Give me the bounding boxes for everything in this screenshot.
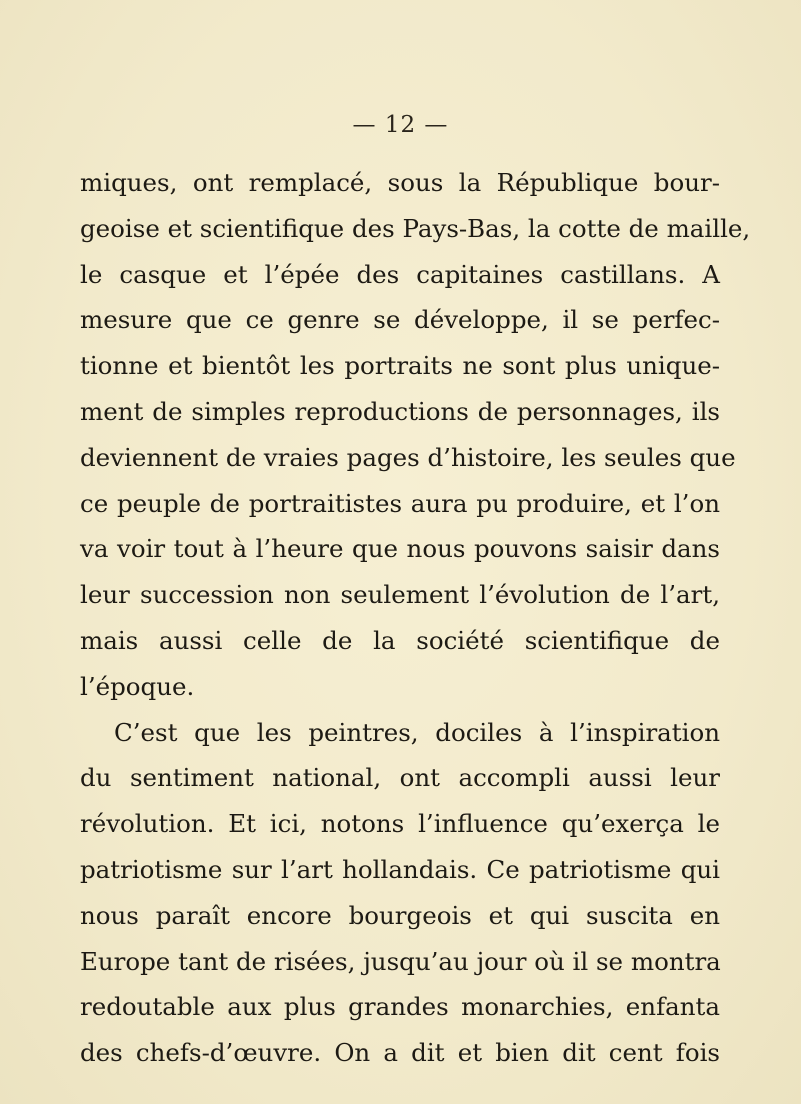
text-line: Europe tant de risées, jusqu’au jour où il se montra bbox=[80, 946, 721, 976]
text-line: ce peuple de portraitistes aura pu produire, et l’on bbox=[80, 488, 720, 518]
text-line: des chefs-d’œuvre. On a dit et bien dit cent fois bbox=[80, 1038, 720, 1068]
paragraph-end-line: l’époque. bbox=[80, 671, 195, 701]
text-line: le casque et l’épée des capitaines castillans. A bbox=[80, 259, 720, 289]
text-line: deviennent de vraies pages d’histoire, les seules que bbox=[80, 442, 736, 472]
body-text bbox=[80, 160, 751, 1076]
text-line: redoutable aux plus grandes monarchies, enfanta bbox=[80, 992, 720, 1022]
text-line: geoise et scientifique des Pays-Bas, la cotte de maille, bbox=[80, 213, 751, 243]
text-line: mesure que ce genre se développe, il se perfec- bbox=[80, 305, 720, 335]
text-line: révolution. Et ici, notons l’influence qu’exerça le bbox=[80, 809, 720, 839]
page-number-header: — 12 — bbox=[352, 112, 449, 138]
text-line: nous paraît encore bourgeois et qui suscita en bbox=[80, 900, 720, 930]
text-line: ment de simples reproductions de personnages, ils bbox=[80, 396, 720, 426]
text-line: patriotisme sur l’art hollandais. Ce patriotisme qui bbox=[80, 854, 720, 884]
text-line: mais aussi celle de la société scientifique de bbox=[80, 625, 720, 655]
text-line: du sentiment national, ont accompli aussi leur bbox=[80, 763, 720, 793]
text-line: tionne et bientôt les portraits ne sont plus unique- bbox=[80, 351, 720, 381]
text-line: leur succession non seulement l’évolution de l’art, bbox=[80, 580, 720, 610]
text-line: miques, ont remplacé, sous la République bour- bbox=[80, 168, 720, 197]
text-line: va voir tout à l’heure que nous pouvons saisir dans bbox=[80, 534, 720, 564]
paragraph-start-line: C’est que les peintres, dociles à l’inspiration bbox=[114, 717, 720, 747]
